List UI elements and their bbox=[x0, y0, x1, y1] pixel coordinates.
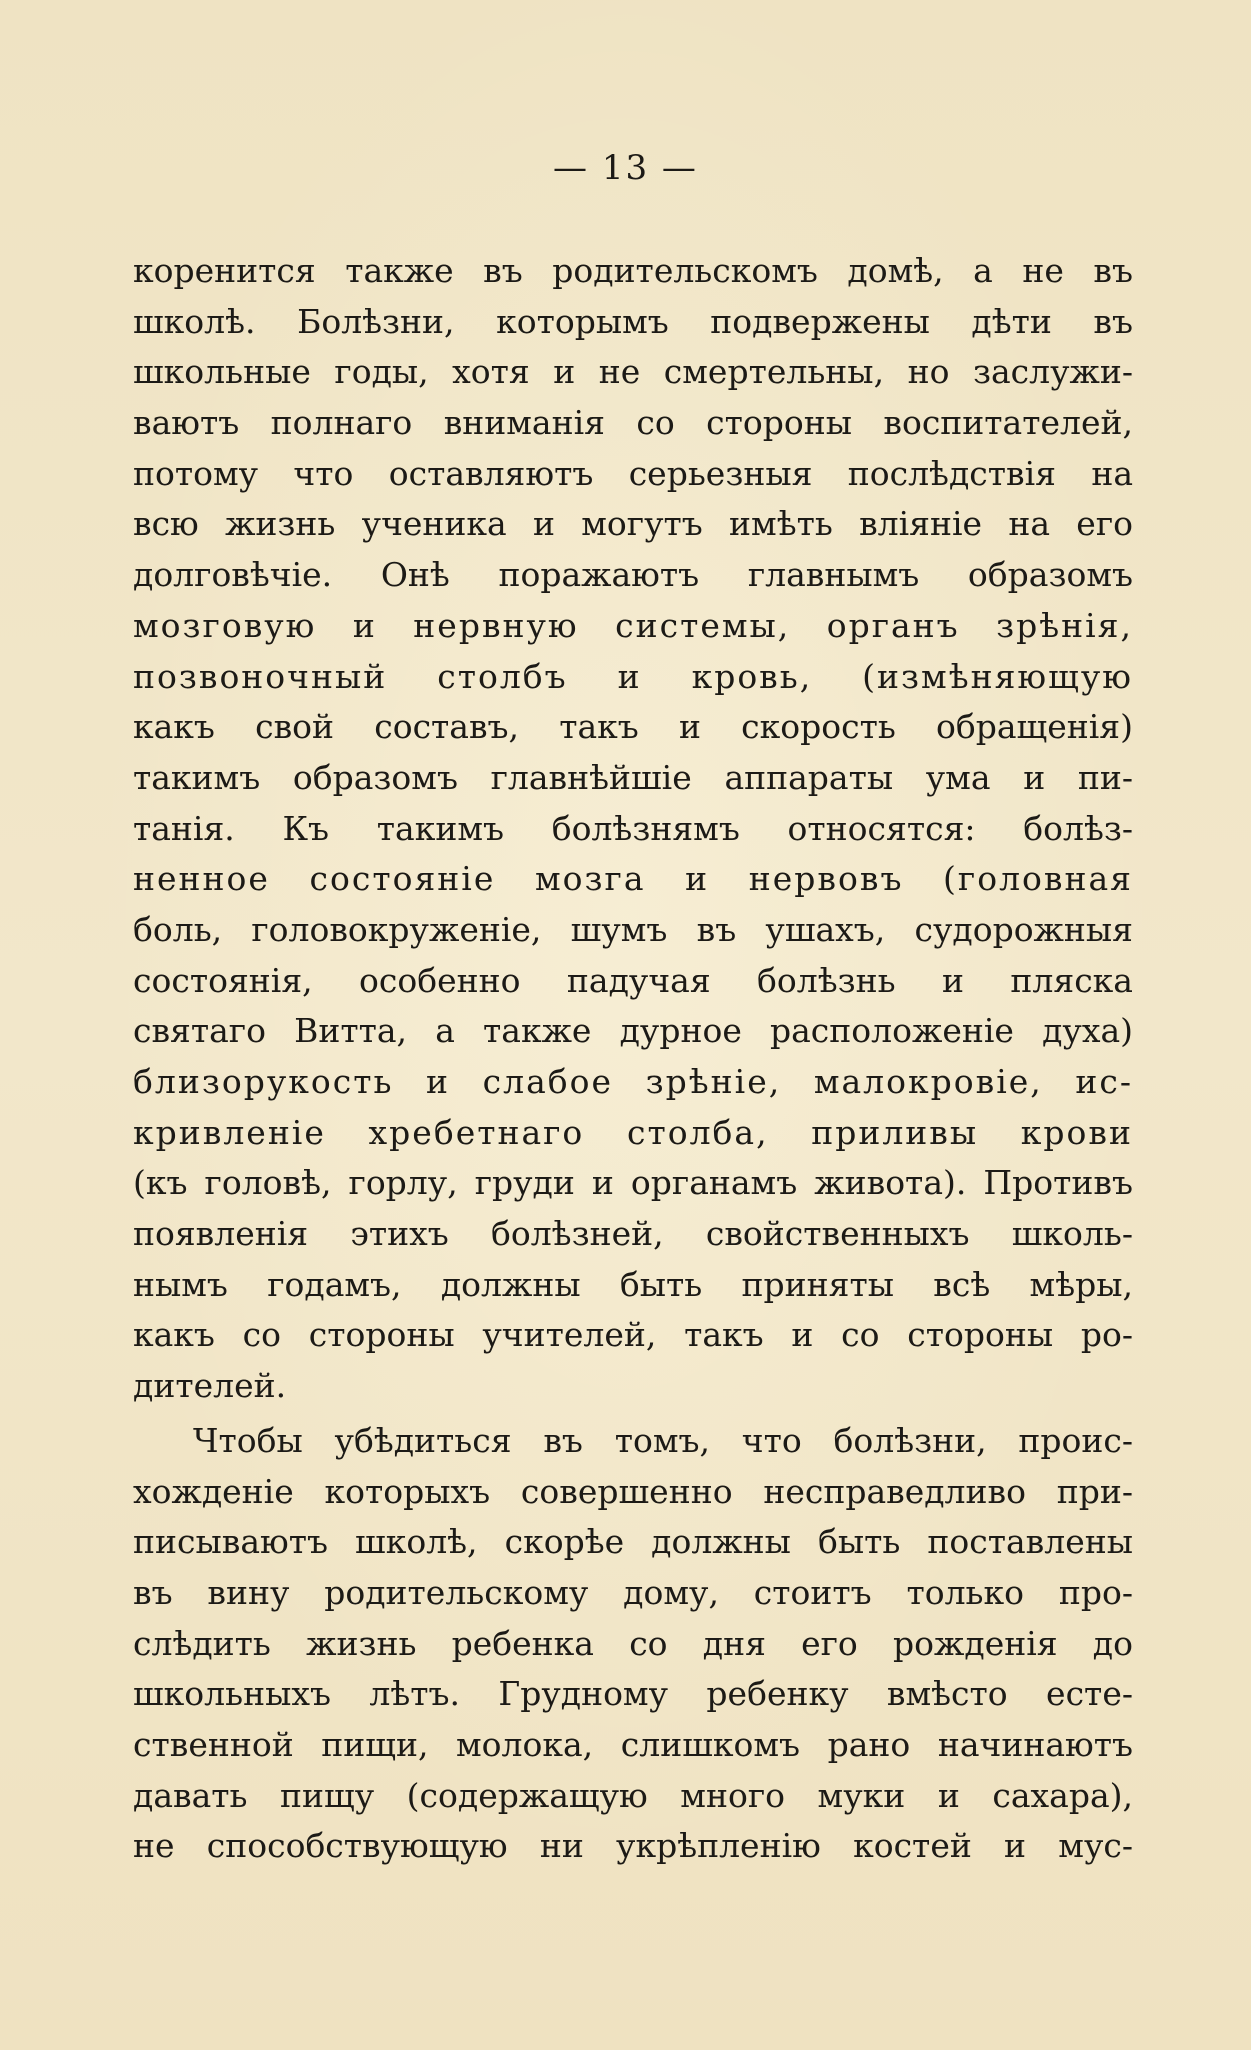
text-line: кривленіе хребетнаго столба, приливы крови bbox=[133, 1112, 1133, 1152]
text-line: ваютъ полнаго вниманія со стороны воспитателей, bbox=[133, 403, 1133, 443]
paragraph bbox=[133, 1416, 1133, 1872]
body-text bbox=[133, 246, 1133, 1872]
text-line: не способствующую ни укрѣпленію костей и мус- bbox=[133, 1826, 1133, 1866]
text-line: давать пищу (содержащую много муки и сахара), bbox=[133, 1775, 1133, 1815]
text-line: святаго Витта, а также дурное расположеніе духа) bbox=[133, 1011, 1133, 1051]
text-line: такимъ образомъ главнѣйшіе аппараты ума и пи- bbox=[133, 757, 1133, 797]
text-line: ственной пищи, молока, слишкомъ рано начинаютъ bbox=[133, 1724, 1133, 1764]
text-line: состоянія, особенно падучая болѣзнь и пляска bbox=[133, 960, 1133, 1000]
text-line: школьные годы, хотя и не смертельны, но заслужи- bbox=[133, 352, 1133, 392]
text-line: коренится также въ родительскомъ домѣ, а не въ bbox=[133, 251, 1133, 290]
text-line: Чтобы убѣдиться въ томъ, что болѣзни, проис- bbox=[193, 1420, 1133, 1460]
text-line: хожденіе которыхъ совершенно несправедливо при- bbox=[133, 1471, 1133, 1511]
text-line: слѣдить жизнь ребенка со дня его рожденія до bbox=[133, 1623, 1133, 1663]
text-line: танія. Къ такимъ болѣзнямъ относятся: болѣз- bbox=[133, 808, 1133, 848]
text-line: нымъ годамъ, должны быть приняты всѣ мѣры, bbox=[133, 1264, 1133, 1304]
text-line: школѣ. Болѣзни, которымъ подвержены дѣти въ bbox=[133, 301, 1133, 341]
text-line: въ вину родительскому дому, стоитъ только про- bbox=[133, 1572, 1133, 1612]
text-line: появленія этихъ болѣзней, свойственныхъ школь- bbox=[133, 1214, 1133, 1254]
text-line: писываютъ школѣ, скорѣе должны быть поставлены bbox=[133, 1522, 1133, 1562]
text-line: школьныхъ лѣтъ. Грудному ребенку вмѣсто есте- bbox=[133, 1674, 1133, 1714]
text-line: (къ головѣ, горлу, груди и органамъ живота). Противъ bbox=[133, 1163, 1133, 1203]
text-line: ненное состояніе мозга и нервовъ (головная bbox=[133, 859, 1133, 899]
text-line: всю жизнь ученика и могутъ имѣть вліяніе на его bbox=[133, 504, 1133, 544]
paragraph bbox=[133, 246, 1133, 1412]
text-line: позвоночный столбъ и кровь, (измѣняющую bbox=[133, 656, 1133, 696]
text-line: боль, головокруженіе, шумъ въ ушахъ, судорожныя bbox=[133, 909, 1133, 949]
text-line: дителей. bbox=[133, 1366, 287, 1406]
text-line: близорукость и слабое зрѣніе, малокровіе, ис- bbox=[133, 1062, 1133, 1101]
text-line: потому что оставляютъ серьезныя послѣдствія на bbox=[133, 453, 1133, 493]
text-line: какъ со стороны учителей, такъ и со стороны ро- bbox=[133, 1315, 1133, 1355]
text-line: мозговую и нервную системы, органъ зрѣнія, bbox=[133, 605, 1133, 645]
text-line: долговѣчіе. Онѣ поражаютъ главнымъ образомъ bbox=[133, 555, 1133, 595]
text-line: какъ свой составъ, такъ и скорость обращенія) bbox=[133, 707, 1133, 747]
page-number: — 13 — bbox=[553, 148, 698, 188]
